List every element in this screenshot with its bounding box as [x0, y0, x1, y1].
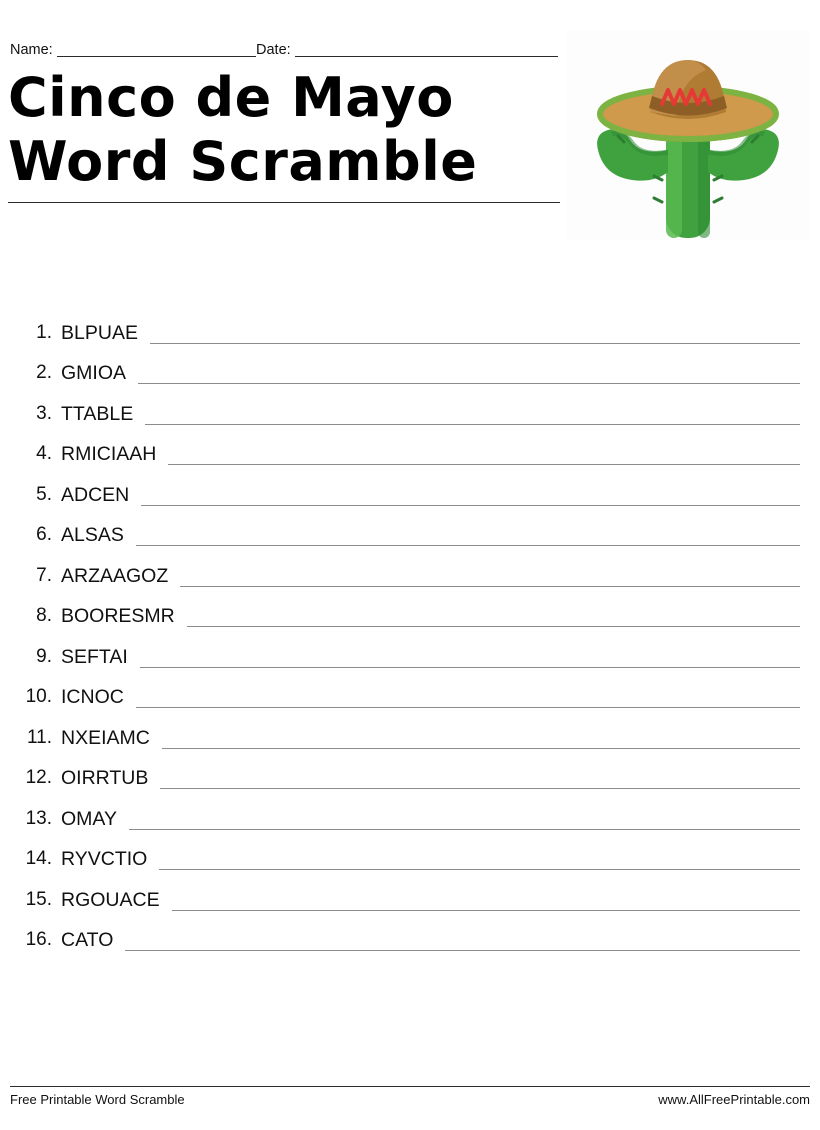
list-item: [10, 347, 800, 388]
item-number: 5.: [36, 483, 52, 505]
list-item: [10, 509, 800, 550]
item-number: 2.: [36, 362, 52, 383]
item-scramble: BOORESMR: [61, 605, 175, 627]
date-input-line[interactable]: [295, 40, 558, 57]
answer-line[interactable]: [162, 728, 800, 749]
title-divider: [8, 202, 560, 203]
item-number: 12.: [25, 767, 52, 788]
date-label: Date:: [256, 42, 291, 58]
list-item: [10, 306, 800, 347]
title-line-1: Cinco de Mayo: [8, 66, 454, 129]
item-scramble: OIRRTUB: [61, 767, 149, 789]
name-input-line[interactable]: [57, 40, 256, 57]
item-scramble: BLPUAE: [61, 321, 138, 344]
item-scramble: ARZAAGOZ: [61, 564, 169, 587]
item-scramble: RGOUACE: [61, 888, 160, 911]
answer-line[interactable]: [138, 363, 800, 384]
answer-line[interactable]: [180, 566, 800, 587]
item-scramble: CATO: [61, 929, 114, 951]
name-field-group[interactable]: [10, 40, 256, 58]
item-scramble: OMAY: [61, 807, 117, 830]
date-field-group[interactable]: [256, 40, 558, 58]
list-item: [10, 711, 800, 752]
item-scramble: RYVCTIO: [61, 848, 148, 870]
item-number: 7.: [36, 564, 52, 586]
list-item: [10, 590, 800, 631]
item-scramble: ALSAS: [61, 524, 124, 546]
answer-line[interactable]: [140, 647, 800, 668]
list-item: [10, 387, 800, 428]
answer-line[interactable]: [160, 768, 800, 789]
name-label: Name:: [10, 42, 53, 58]
answer-line[interactable]: [168, 444, 800, 465]
page-footer: [10, 1086, 810, 1112]
page-title: [8, 66, 560, 203]
list-item: [10, 833, 800, 874]
item-number: 3.: [36, 402, 52, 424]
item-scramble: ICNOC: [61, 686, 124, 708]
list-item: [10, 428, 800, 469]
item-number: 13.: [25, 807, 52, 829]
item-number: 10.: [25, 686, 52, 707]
item-scramble: NXEIAMC: [61, 726, 150, 749]
list-item: [10, 468, 800, 509]
answer-line[interactable]: [141, 485, 800, 506]
item-number: 15.: [25, 888, 52, 910]
list-item: [10, 630, 800, 671]
footer-left-text: Free Printable Word Scramble: [10, 1092, 185, 1107]
answer-line[interactable]: [136, 687, 800, 708]
item-scramble: ADCEN: [61, 483, 130, 506]
list-item: [10, 671, 800, 712]
item-number: 9.: [36, 645, 52, 667]
name-date-row: [10, 36, 558, 58]
answer-line[interactable]: [129, 809, 800, 830]
item-scramble: GMIOA: [61, 362, 127, 384]
list-item: [10, 792, 800, 833]
answer-line[interactable]: [150, 323, 800, 344]
item-number: 11.: [26, 726, 52, 748]
item-number: 8.: [36, 605, 52, 626]
list-item: [10, 914, 800, 955]
item-number: 4.: [36, 443, 52, 464]
item-number: 1.: [36, 321, 52, 343]
title-line-2: Word Scramble: [8, 130, 478, 193]
scramble-word-list: [10, 306, 800, 954]
item-scramble: TTABLE: [61, 402, 134, 425]
answer-line[interactable]: [125, 930, 800, 951]
list-item: [10, 873, 800, 914]
answer-line[interactable]: [145, 404, 800, 425]
list-item: [10, 752, 800, 793]
answer-line[interactable]: [187, 606, 800, 627]
cactus-sombrero-icon: [566, 30, 810, 240]
answer-line[interactable]: [159, 849, 800, 870]
item-scramble: SEFTAI: [61, 645, 128, 668]
footer-website-text: www.AllFreePrintable.com: [658, 1092, 810, 1107]
item-number: 16.: [25, 929, 52, 950]
item-scramble: RMICIAAH: [61, 443, 157, 465]
answer-line[interactable]: [136, 525, 800, 546]
list-item: [10, 549, 800, 590]
answer-line[interactable]: [172, 890, 800, 911]
cactus-sombrero-illustration: [566, 30, 810, 240]
item-number: 6.: [36, 524, 52, 545]
item-number: 14.: [25, 848, 52, 869]
